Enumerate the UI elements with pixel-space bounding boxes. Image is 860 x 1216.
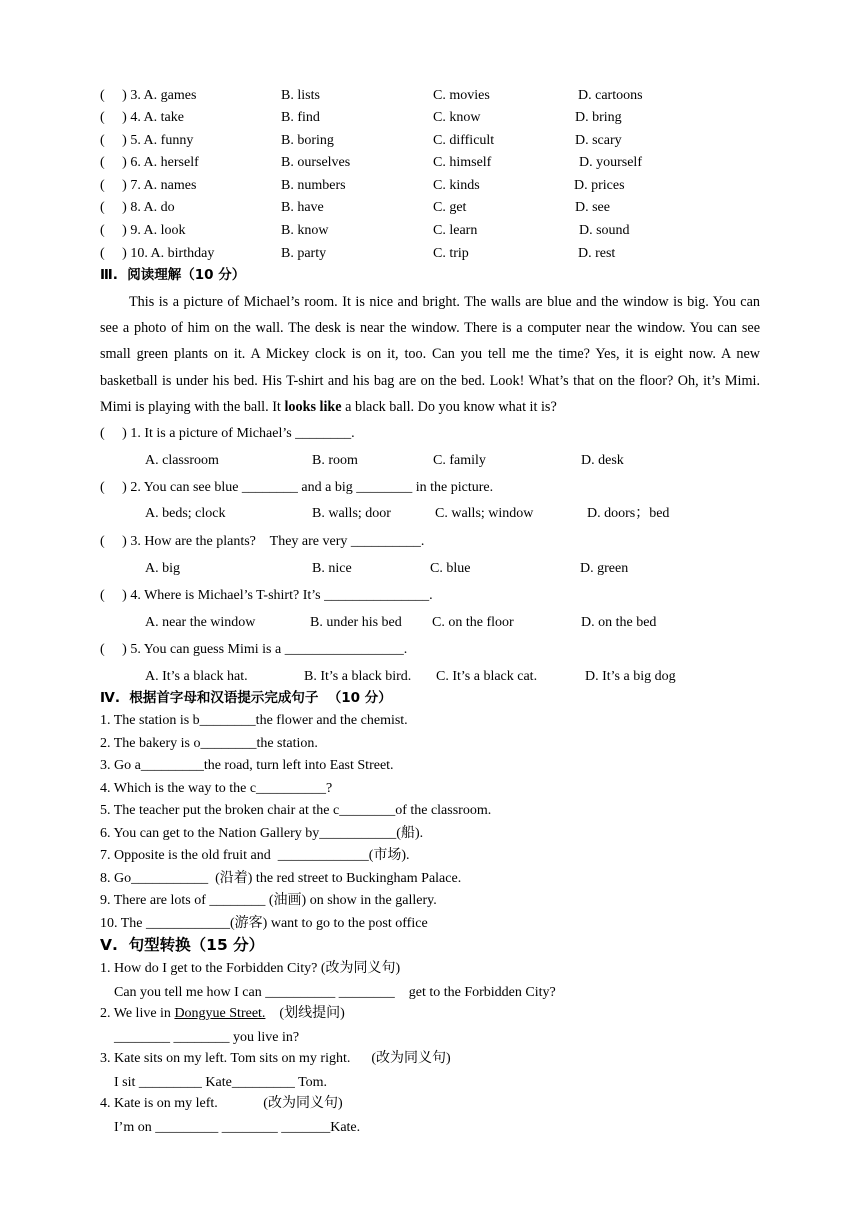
transform-answer: I’m on _________ ________ _______Kate. [114,1120,361,1135]
passage-text-a: This is a picture of Michael’s room. It is nice and bright. The walls are blue and the window is big. You can see a photo of him on the wall. The desk is near the window. There is a computer near the window. You can see small green plants on it. A Mickey clock is on it, too. Can you tell me the time? Yes, it is eight now. A new basketball is under his bed. His T-shirt and his bag are on the bed. Look! What’s that on the floor? Oh, it’s Mimi. Mimi is playing with the ball. It [100,294,760,415]
question-stem: ( ) 4. Where is Michael’s T-shirt? It’s _______________. [100,588,433,603]
mc-question: ( ) 5. A. funny [100,133,194,148]
transform-question [100,1004,345,1024]
option-a: A. beds; clock [145,506,226,521]
mc-option-d: D. bring [575,110,622,125]
mc-option-c: C. himself [433,155,492,170]
mc-option-b: B. party [281,246,327,261]
mc-option-c: C. movies [433,88,490,103]
fill-in-item: 9. There are lots of ________ (油画) on show in the gallery. [100,893,437,908]
option-b: B. It’s a black bird. [304,669,412,684]
transform-answer: I sit _________ Kate_________ Tom. [114,1075,328,1090]
underlined-phrase: Dongyue Street. [174,1006,266,1021]
option-c: C. family [433,453,486,468]
transform-answer: ________ ________ you live in? [114,1030,300,1045]
option-a: A. It’s a black hat. [145,669,248,684]
passage-bold-phrase: looks like [284,398,342,415]
mc-option-b: B. numbers [281,178,346,193]
section-heading-reading: Ⅲ. 阅读理解（10 分） [100,267,246,283]
transform-question: 3. Kate sits on my left. Tom sits on my right. (改为同义句) [100,1051,451,1066]
mc-option-d: D. scary [575,133,622,148]
mc-option-d: D. sound [579,223,630,238]
reading-passage [100,289,760,420]
transform-question: 4. Kate is on my left. (改为同义句) [100,1096,343,1111]
mc-option-d: D. yourself [579,155,642,170]
option-b: B. nice [312,561,352,576]
option-c: C. walls; window [435,506,534,521]
mc-option-d: D. see [575,200,610,215]
mc-option-b: B. have [281,200,324,215]
section-heading-fill-in: Ⅳ. 根据首字母和汉语提示完成句子 （10 分） [100,690,392,706]
fill-in-item: 7. Opposite is the old fruit and _____________(市场). [100,848,410,863]
mc-option-d: D. prices [574,178,625,193]
mc-option-c: C. kinds [433,178,480,193]
option-d: D. It’s a big dog [585,669,676,684]
mc-option-b: B. know [281,223,329,238]
transform-answer: Can you tell me how I can __________ ________ get to the Forbidden City? [114,985,556,1000]
question-suffix: (划线提问) [265,1006,345,1021]
fill-in-item: 3. Go a_________the road, turn left into East Street. [100,758,394,773]
mc-option-c: C. know [433,110,481,125]
mc-option-b: B. find [281,110,320,125]
fill-in-item: 6. You can get to the Nation Gallery by___________(船). [100,826,424,841]
option-c: C. It’s a black cat. [436,669,538,684]
option-b: B. room [312,453,358,468]
question-stem: ( ) 1. It is a picture of Michael’s ________. [100,426,355,441]
fill-in-item: 2. The bakery is o________the station. [100,736,318,751]
transform-question: 1. How do I get to the Forbidden City? (改为同义句) [100,961,401,976]
mc-question: ( ) 4. A. take [100,110,184,125]
option-a: A. near the window [145,615,256,630]
fill-in-item: 4. Which is the way to the c__________? [100,781,333,796]
option-d: D. desk [581,453,624,468]
option-b: B. under his bed [310,615,402,630]
option-a: A. classroom [145,453,219,468]
mc-question: ( ) 3. A. games [100,88,197,103]
mc-question: ( ) 7. A. names [100,178,197,193]
question-stem: ( ) 5. You can guess Mimi is a _________________. [100,642,408,657]
mc-option-b: B. ourselves [281,155,351,170]
mc-option-c: C. get [433,200,467,215]
mc-question: ( ) 6. A. herself [100,155,199,170]
question-stem: ( ) 2. You can see blue ________ and a big ________ in the picture. [100,480,494,495]
section-heading-transform: Ⅴ. 句型转换（15 分） [100,936,265,954]
mc-question: ( ) 8. A. do [100,200,175,215]
mc-option-b: B. lists [281,88,320,103]
mc-option-d: D. rest [578,246,616,261]
option-d: D. green [580,561,629,576]
fill-in-item: 8. Go___________ (沿着) the red street to Buckingham Palace. [100,871,462,886]
option-b: B. walls; door [312,506,391,521]
fill-in-item: 10. The ____________(游客) want to go to the post office [100,916,428,931]
passage-text-b: a black ball. Do you know what it is? [341,398,557,415]
question-stem: ( ) 3. How are the plants? They are very __________. [100,534,425,549]
mc-option-c: C. difficult [433,133,495,148]
option-d: D. on the bed [581,615,657,630]
option-a: A. big [145,561,180,576]
option-c: C. on the floor [432,615,514,630]
mc-option-d: D. cartoons [578,88,643,103]
option-c: C. blue [430,561,471,576]
fill-in-item: 5. The teacher put the broken chair at the c________of the classroom. [100,803,492,818]
mc-question: ( ) 10. A. birthday [100,246,215,261]
mc-question: ( ) 9. A. look [100,223,186,238]
option-d: D. doors；bed [587,506,670,521]
mc-option-c: C. trip [433,246,469,261]
fill-in-item: 1. The station is b________the flower and the chemist. [100,713,408,728]
mc-option-b: B. boring [281,133,334,148]
mc-option-c: C. learn [433,223,478,238]
question-prefix: 2. We live in [100,1006,175,1021]
